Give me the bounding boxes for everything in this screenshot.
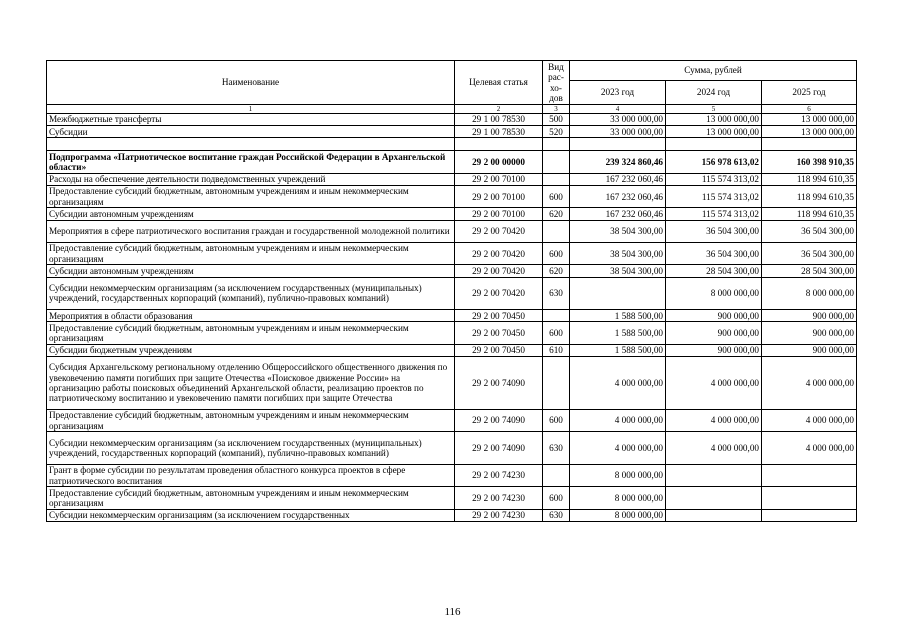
row-name: Предоставление субсидий бюджетным, автономным учреждениям и иным некоммерческим организациям [47, 409, 455, 431]
row-target: 29 2 00 70450 [455, 344, 543, 356]
row-target: 29 1 00 78530 [455, 114, 543, 126]
row-2025: 13 000 000,00 [762, 114, 857, 126]
row-target: 29 2 00 70420 [455, 265, 543, 277]
row-2023: 33 000 000,00 [570, 114, 666, 126]
row-vid [543, 464, 570, 486]
table-row [47, 277, 857, 310]
table-row [47, 114, 857, 126]
row-2023: 1 588 500,00 [570, 310, 666, 322]
row-name: Субсидии автономным учреждениям [47, 208, 455, 220]
table-row [47, 322, 857, 344]
row-target: 29 2 00 70100 [455, 173, 543, 185]
row-2023: 8 000 000,00 [570, 487, 666, 509]
row-vid: 620 [543, 208, 570, 220]
row-2023: 38 504 300,00 [570, 220, 666, 242]
row-2024: 115 574 313,02 [666, 173, 762, 185]
row-2024: 4 000 000,00 [666, 356, 762, 409]
row-2025: 160 398 910,35 [762, 151, 857, 173]
row-2024: 900 000,00 [666, 322, 762, 344]
row-2023: 4 000 000,00 [570, 432, 666, 465]
row-name: Межбюджетные трансферты [47, 114, 455, 126]
row-2023: 167 232 060,46 [570, 173, 666, 185]
row-vid: 630 [543, 277, 570, 310]
table-row [47, 220, 857, 242]
table-row [47, 344, 857, 356]
row-vid: 600 [543, 487, 570, 509]
row-2024: 4 000 000,00 [666, 409, 762, 431]
colnum: 3 [543, 105, 570, 114]
row-target: 29 2 00 70100 [455, 208, 543, 220]
header-vid: Вид рас-хо-дов [543, 61, 570, 105]
page-number: 116 [444, 606, 461, 618]
row-2025: 36 504 300,00 [762, 242, 857, 264]
row-vid: 600 [543, 322, 570, 344]
row-2025: 900 000,00 [762, 310, 857, 322]
row-vid [543, 220, 570, 242]
row-2025: 118 994 610,35 [762, 185, 857, 207]
row-2024: 900 000,00 [666, 310, 762, 322]
row-name: Мероприятия в сфере патриотического воспитания граждан и государственной молодежной политики [47, 220, 455, 242]
empty-cell [570, 138, 666, 151]
budget-table [46, 60, 857, 522]
table-row [47, 464, 857, 486]
row-2024: 36 504 300,00 [666, 220, 762, 242]
row-target: 29 2 00 74090 [455, 409, 543, 431]
header-2025: 2025 год [762, 81, 857, 105]
row-name: Субсидии некоммерческим организациям (за исключением государственных [47, 509, 455, 521]
row-2023: 1 588 500,00 [570, 322, 666, 344]
row-vid: 630 [543, 509, 570, 521]
row-vid: 630 [543, 432, 570, 465]
header-target: Целевая статья [455, 61, 543, 105]
row-2025 [762, 464, 857, 486]
empty-cell [47, 138, 455, 151]
row-2024: 156 978 613,02 [666, 151, 762, 173]
row-2023 [570, 277, 666, 310]
row-vid [543, 356, 570, 409]
row-name: Субсидии [47, 126, 455, 138]
table-row [47, 185, 857, 207]
row-2023: 4 000 000,00 [570, 409, 666, 431]
row-2024: 13 000 000,00 [666, 126, 762, 138]
row-2025: 118 994 610,35 [762, 208, 857, 220]
colnum: 5 [666, 105, 762, 114]
row-2024: 13 000 000,00 [666, 114, 762, 126]
row-2023: 1 588 500,00 [570, 344, 666, 356]
row-target: 29 2 00 74090 [455, 432, 543, 465]
row-target: 29 2 00 70450 [455, 310, 543, 322]
row-2025: 4 000 000,00 [762, 432, 857, 465]
row-target: 29 2 00 00000 [455, 151, 543, 173]
row-target: 29 2 00 74230 [455, 509, 543, 521]
row-target: 29 2 00 74090 [455, 356, 543, 409]
row-2025: 8 000 000,00 [762, 277, 857, 310]
colnum: 6 [762, 105, 857, 114]
row-vid: 600 [543, 185, 570, 207]
row-2023: 4 000 000,00 [570, 356, 666, 409]
row-2025: 13 000 000,00 [762, 126, 857, 138]
row-2023: 38 504 300,00 [570, 265, 666, 277]
table-row [47, 487, 857, 509]
row-target: 29 2 00 74230 [455, 487, 543, 509]
row-2023: 38 504 300,00 [570, 242, 666, 264]
row-target: 29 2 00 70450 [455, 322, 543, 344]
row-name: Субсидии некоммерческим организациям (за исключением государственных (муниципальных) учреждений, государственных корпораций (компаний), публично-правовых компаний) [47, 277, 455, 310]
header-sum: Сумма, рублей [570, 61, 857, 81]
row-name: Расходы на обеспечение деятельности подведомственных учреждений [47, 173, 455, 185]
row-2023: 239 324 860,46 [570, 151, 666, 173]
row-target: 29 2 00 70420 [455, 220, 543, 242]
row-name: Субсидии бюджетным учреждениям [47, 344, 455, 356]
colnum: 4 [570, 105, 666, 114]
table-body [47, 114, 857, 522]
row-2024: 36 504 300,00 [666, 242, 762, 264]
table-row [47, 432, 857, 465]
row-2025: 4 000 000,00 [762, 356, 857, 409]
row-2023: 8 000 000,00 [570, 509, 666, 521]
row-2025: 900 000,00 [762, 322, 857, 344]
row-2024: 115 574 313,02 [666, 208, 762, 220]
row-2025: 118 994 610,35 [762, 173, 857, 185]
row-2024: 8 000 000,00 [666, 277, 762, 310]
row-2025 [762, 509, 857, 521]
row-2023: 167 232 060,46 [570, 208, 666, 220]
row-2023: 33 000 000,00 [570, 126, 666, 138]
row-vid [543, 151, 570, 173]
row-2023: 167 232 060,46 [570, 185, 666, 207]
row-2024: 900 000,00 [666, 344, 762, 356]
row-name: Подпрограмма «Патриотическое воспитание граждан Российской Федерации в Архангельской области» [47, 151, 455, 173]
table-row [47, 409, 857, 431]
table-row [47, 173, 857, 185]
row-2023: 8 000 000,00 [570, 464, 666, 486]
row-2025: 4 000 000,00 [762, 409, 857, 431]
row-2024: 28 504 300,00 [666, 265, 762, 277]
row-vid: 620 [543, 265, 570, 277]
row-name: Субсидии некоммерческим организациям (за исключением государственных (муниципальных) учреждений, государственных корпораций (компаний), публично-правовых компаний) [47, 432, 455, 465]
header-name: Наименование [47, 61, 455, 105]
row-2025: 36 504 300,00 [762, 220, 857, 242]
row-vid: 520 [543, 126, 570, 138]
row-2024: 4 000 000,00 [666, 432, 762, 465]
empty-cell [666, 138, 762, 151]
empty-cell [762, 138, 857, 151]
row-name: Предоставление субсидий бюджетным, автономным учреждениям и иным некоммерческим организациям [47, 185, 455, 207]
table-row [47, 126, 857, 138]
table-row [47, 151, 857, 173]
row-2024 [666, 487, 762, 509]
row-name: Грант в форме субсидии по результатам проведения областного конкурса проектов в сфере патриотического воспитания [47, 464, 455, 486]
row-target: 29 2 00 70420 [455, 277, 543, 310]
row-vid [543, 173, 570, 185]
header-2023: 2023 год [570, 81, 666, 105]
row-name: Субсидии автономным учреждениям [47, 265, 455, 277]
table-row [47, 310, 857, 322]
row-2024 [666, 464, 762, 486]
row-2024 [666, 509, 762, 521]
row-name: Субсидия Архангельскому региональному отделению Общероссийского общественного движения по увековечению памяти погибших при защите Отечества «Поисковое движение России» на организацию работы поисковых объединений Архангельской области, реализацию проектов по патриотическому воспитанию и увековечению памяти погибших при защите Отечества [47, 356, 455, 409]
row-vid: 600 [543, 242, 570, 264]
row-target: 29 2 00 70100 [455, 185, 543, 207]
row-target: 29 2 00 70420 [455, 242, 543, 264]
colnum: 2 [455, 105, 543, 114]
table-row [47, 265, 857, 277]
row-vid: 610 [543, 344, 570, 356]
row-vid [543, 310, 570, 322]
column-numbers-row [47, 105, 857, 114]
row-2025 [762, 487, 857, 509]
row-name: Предоставление субсидий бюджетным, автономным учреждениям и иным некоммерческим организациям [47, 242, 455, 264]
colnum: 1 [47, 105, 455, 114]
spacer-row [47, 138, 857, 151]
row-target: 29 1 00 78530 [455, 126, 543, 138]
row-vid: 600 [543, 409, 570, 431]
header-2024: 2024 год [666, 81, 762, 105]
table-row [47, 208, 857, 220]
table-row [47, 356, 857, 409]
table-row [47, 509, 857, 521]
empty-cell [543, 138, 570, 151]
row-name: Мероприятия в области образования [47, 310, 455, 322]
row-name: Предоставление субсидий бюджетным, автономным учреждениям и иным некоммерческим организациям [47, 487, 455, 509]
row-2025: 900 000,00 [762, 344, 857, 356]
row-name: Предоставление субсидий бюджетным, автономным учреждениям и иным некоммерческим организациям [47, 322, 455, 344]
empty-cell [455, 138, 543, 151]
row-target: 29 2 00 74230 [455, 464, 543, 486]
table-row [47, 242, 857, 264]
row-2025: 28 504 300,00 [762, 265, 857, 277]
row-vid: 500 [543, 114, 570, 126]
row-2024: 115 574 313,02 [666, 185, 762, 207]
